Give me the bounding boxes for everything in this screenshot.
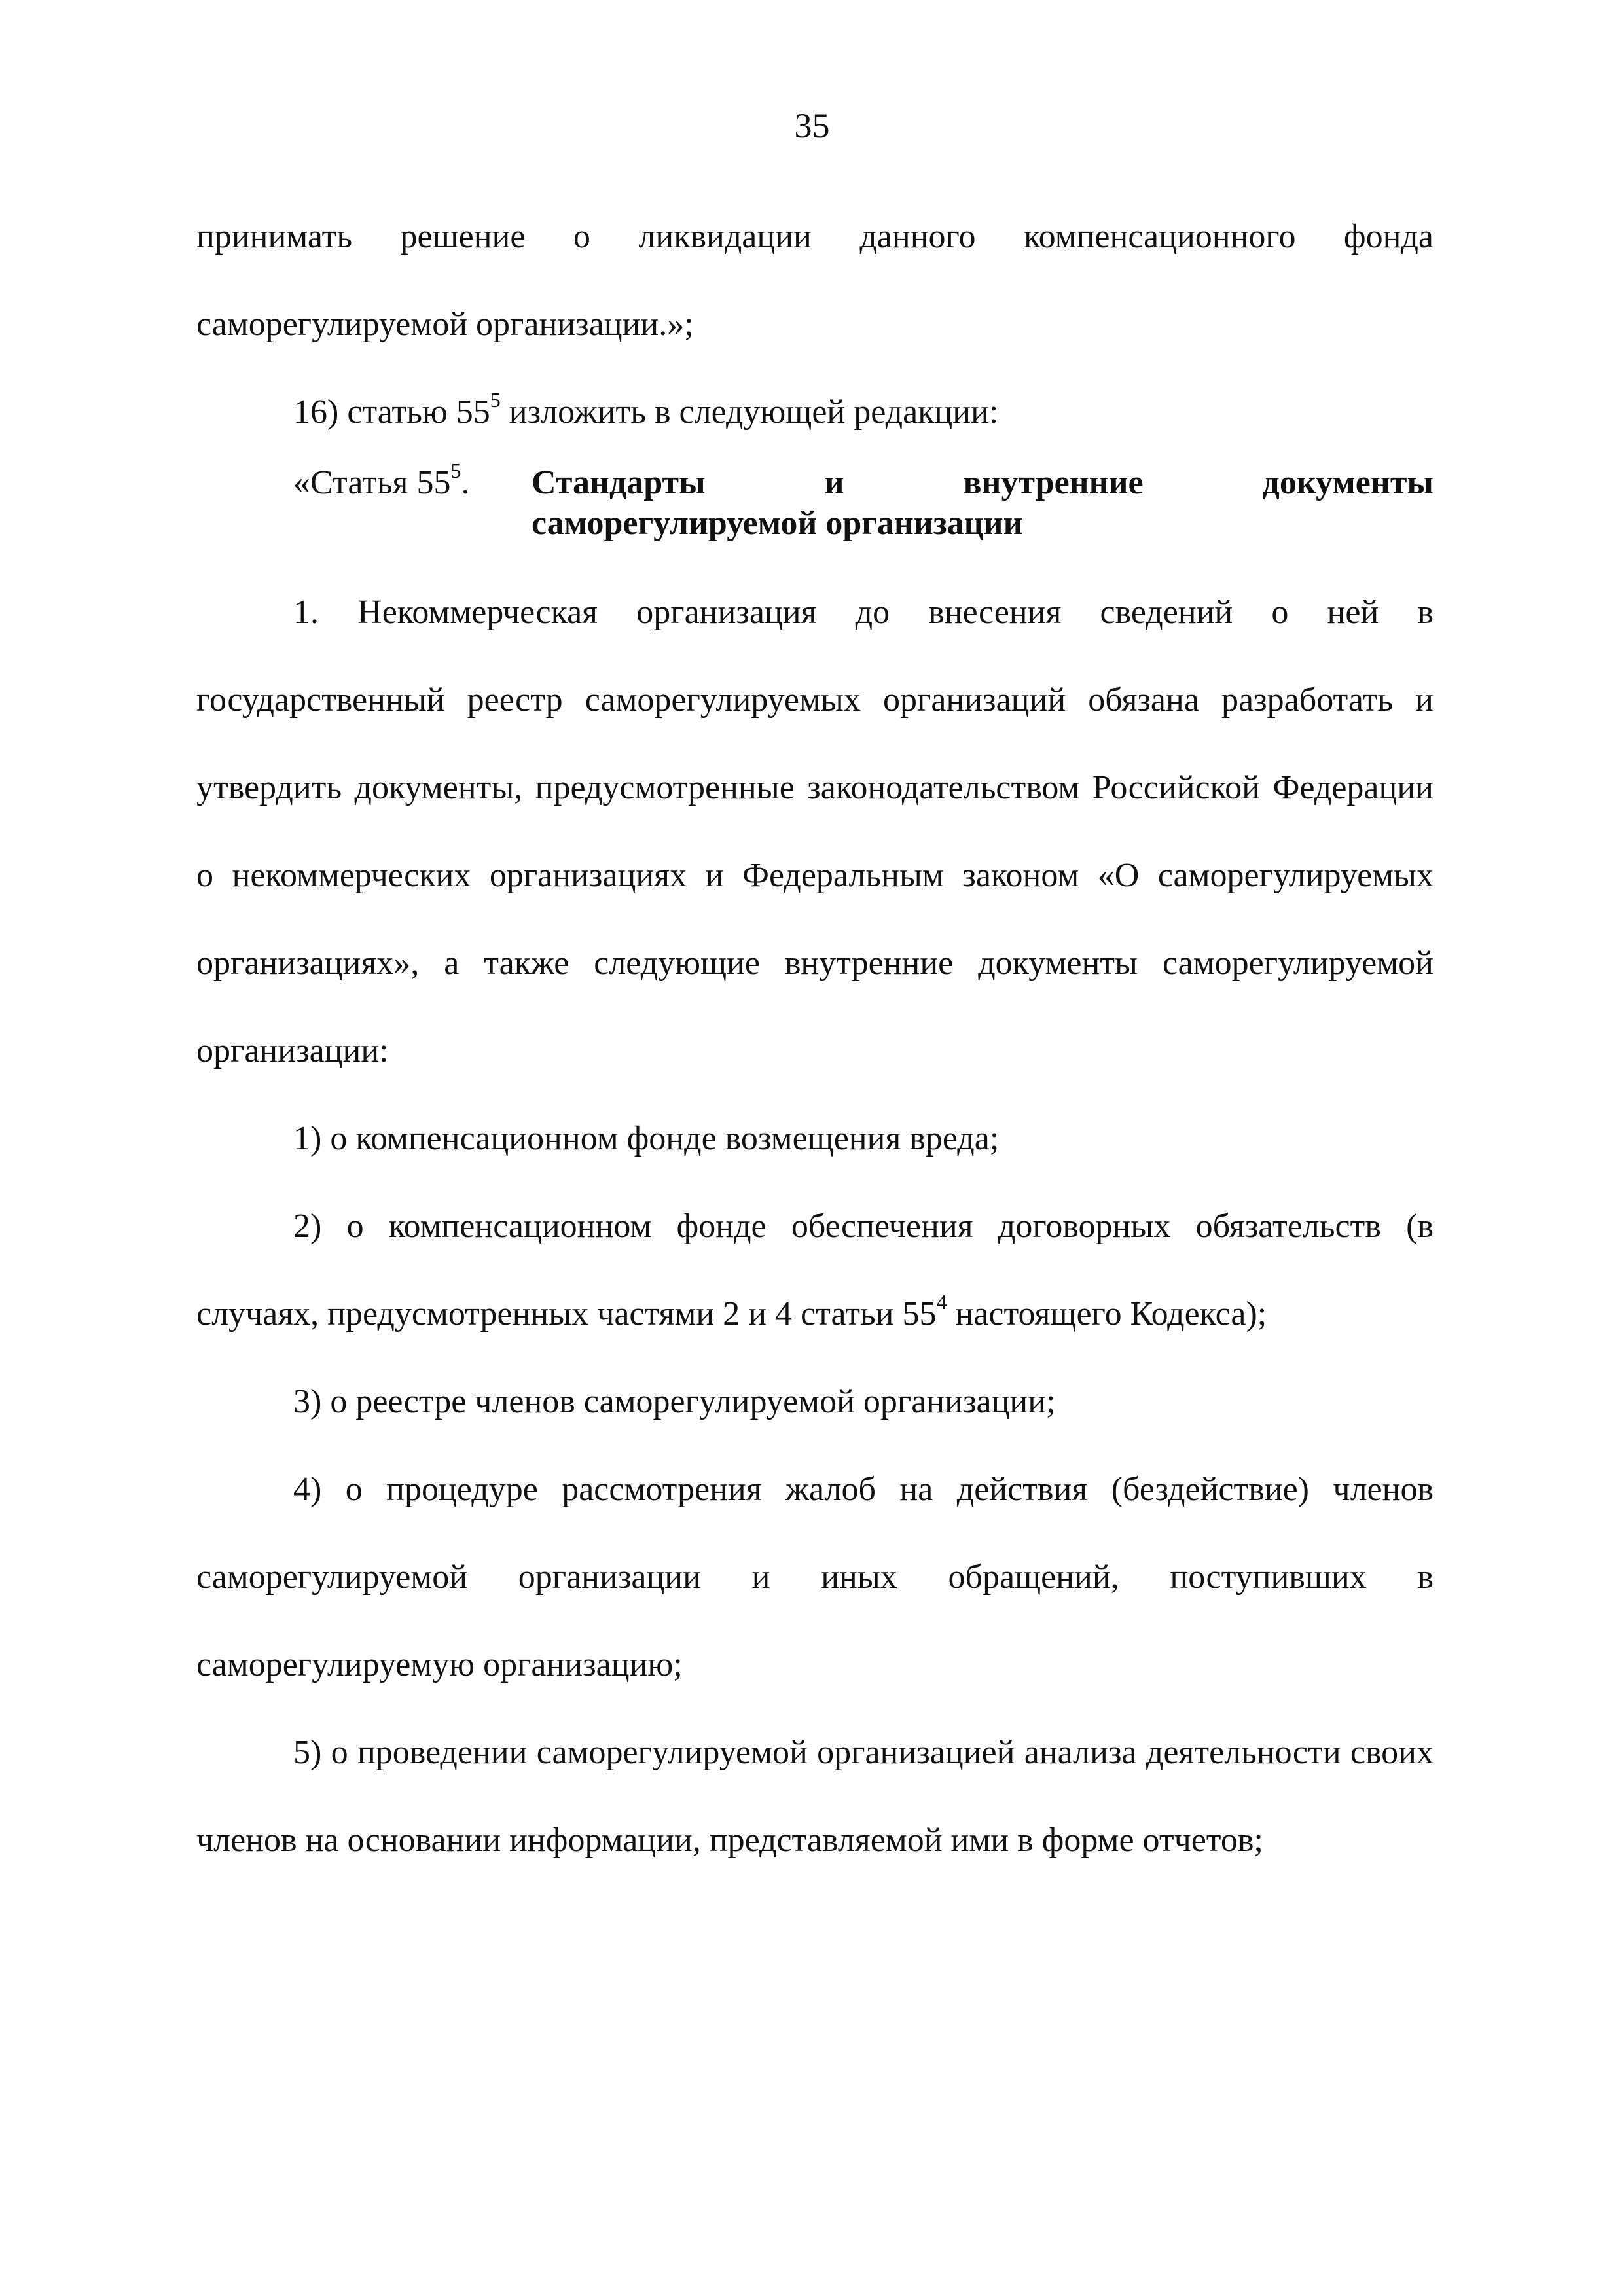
page-number: 35 [794,106,830,145]
article-title-word: и [824,464,844,501]
article-title-word: внутренние [963,464,1144,501]
article-number [196,458,516,544]
list-item-4: 4) о процедуре рассмотрения жалоб на действия (бездействие) членов саморегулируемой организации и иных обращений, поступивших в саморегулируемую организацию; [196,1471,1434,1683]
paragraph-continuation: принимать решение о ликвидации данного компенсационного фонда саморегулируемой организации.»; [196,218,1434,343]
article-lead-post: . [461,464,470,501]
article-lead-pre: «Статья 55 [293,464,451,501]
article-title-word: Стандарты [532,464,706,501]
list-item-3: 3) о реестре членов саморегулируемой организации; [293,1383,1056,1420]
list-item-2-pre: 2) о компенсационном фонде обеспечения договорных обязательств (в случаях, предусмотренных частями 2 и 4 статьи 55 [196,1208,1434,1333]
article-lead-superscript: 5 [450,458,461,482]
list-item-2-superscript: 4 [936,1289,947,1314]
paragraph-clause-1: 1. Некоммерческая организация до внесения сведений о ней в государственный реестр саморегулируемых организаций обязана разработать и утвердить документы, предусмотренные законодательством Российской Федерации о некоммерческих организациях и Федеральным законом «О саморегулируемых организациях», а также следующие внутренние документы саморегулируемой организации: [196,594,1434,1069]
article-title [516,463,1434,544]
item16-superscript: 5 [490,387,501,412]
article-heading [196,458,1434,544]
list-item-5: 5) о проведении саморегулируемой организацией анализа деятельности своих членов на основании информации, представляемой ими в форме отчетов; [196,1734,1434,1859]
document-body [196,193,1434,1884]
article-title-word: документы [1262,464,1434,501]
list-item-2 [196,1183,1434,1358]
paragraph-item-16 [196,368,1434,456]
list-item-1: 1) о компенсационном фонде возмещения вреда; [293,1120,1000,1157]
item16-text-pre: 16) статью 55 [293,393,490,431]
article-title-line-1 [532,463,1434,503]
article-title-line-2: саморегулируемой организации [532,505,1023,542]
list-item-2-post: настоящего Кодекса); [947,1295,1267,1333]
item16-text-post: изложить в следующей редакции: [500,393,999,431]
